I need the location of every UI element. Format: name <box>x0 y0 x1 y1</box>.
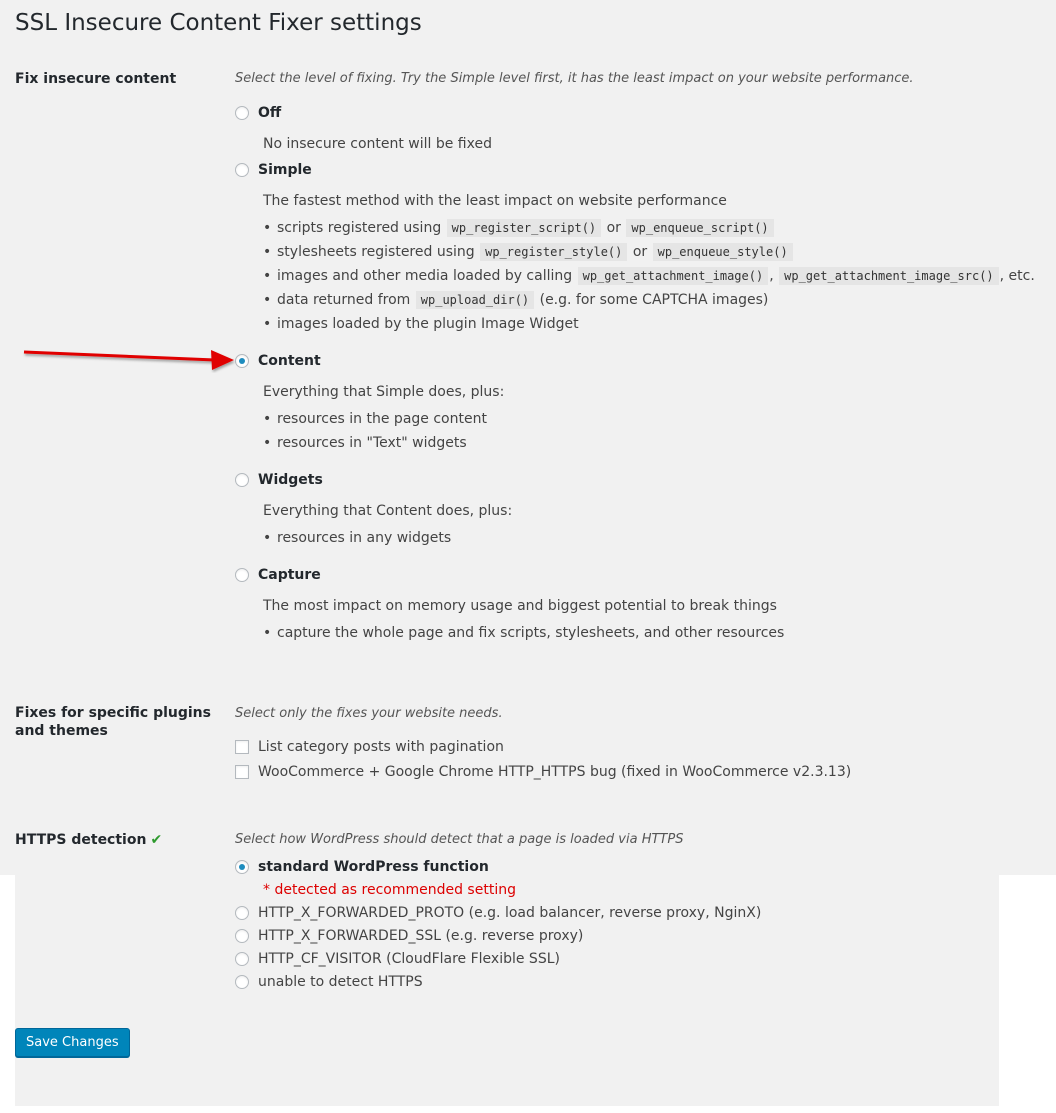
fix-content-bullet-list <box>263 407 487 455</box>
https-cf-visitor-label[interactable]: HTTP_CF_VISITOR (CloudFlare Flexible SSL) <box>258 951 560 967</box>
https-option-forwarded-proto[interactable] <box>235 905 761 921</box>
code-snippet: wp_upload_dir() <box>416 291 534 309</box>
fix-simple-description: The fastest method with the least impact on website performance <box>263 193 727 209</box>
code-snippet: wp_enqueue_script() <box>626 219 773 237</box>
https-forwarded-ssl-radio[interactable] <box>235 929 249 943</box>
checkmark-icon: ✔ <box>150 832 163 848</box>
fix-off-radio[interactable] <box>235 106 249 120</box>
page-edge-left <box>0 875 15 1113</box>
https-forwarded-ssl-label[interactable]: HTTP_X_FORWARDED_SSL (e.g. reverse proxy) <box>258 928 584 944</box>
code-snippet: wp_get_attachment_image_src() <box>779 267 999 285</box>
fix-content-option-label[interactable]: Content <box>258 353 321 369</box>
fix-content-label: Fix insecure content <box>15 71 177 87</box>
bullet-text: , <box>769 268 779 284</box>
plugin-fix-woocommerce[interactable] <box>235 764 851 780</box>
page-edge-right <box>999 875 1056 1113</box>
bullet-text: resources in "Text" widgets <box>277 435 467 451</box>
bullet-text: or <box>628 244 652 260</box>
fix-capture-description: The most impact on memory usage and biggest potential to break things <box>263 598 777 614</box>
bullet-item <box>277 431 487 455</box>
https-option-unable[interactable] <box>235 974 423 990</box>
bullet-text: or <box>602 220 626 236</box>
plugin-fixes-label: Fixes for specific plugins and themes <box>15 705 211 739</box>
bullet-text: scripts registered using <box>277 220 446 236</box>
list-category-posts-label[interactable]: List category posts with pagination <box>258 739 504 755</box>
https-detection-label-row <box>15 831 220 849</box>
code-snippet: wp_enqueue_style() <box>653 243 793 261</box>
bullet-text: stylesheets registered using <box>277 244 480 260</box>
fix-simple-bullet-list <box>263 216 1035 336</box>
bullet-item <box>277 288 1035 312</box>
bullet-text: data returned from <box>277 292 415 308</box>
page-edge-bottom <box>0 1106 1056 1113</box>
https-forwarded-proto-radio[interactable] <box>235 906 249 920</box>
fix-option-capture[interactable] <box>235 567 321 583</box>
https-detection-label: HTTPS detection <box>15 832 147 848</box>
fix-simple-radio[interactable] <box>235 163 249 177</box>
list-category-posts-checkbox[interactable] <box>235 740 249 754</box>
bullet-item <box>277 312 1035 336</box>
https-detection-description: Select how WordPress should detect that a page is loaded via HTTPS <box>235 832 684 847</box>
recommended-setting-note: * detected as recommended setting <box>263 882 516 898</box>
fix-content-description: Select the level of fixing. Try the Simple level first, it has the least impact on your website performance. <box>235 71 914 86</box>
fix-widgets-label[interactable]: Widgets <box>258 472 323 488</box>
bullet-item <box>277 264 1035 288</box>
fix-option-off[interactable] <box>235 105 281 121</box>
fix-option-widgets[interactable] <box>235 472 323 488</box>
bullet-item <box>277 526 451 550</box>
red-arrow-annotation-icon <box>22 343 237 373</box>
save-changes-button[interactable]: Save Changes <box>15 1028 130 1057</box>
bullet-item <box>277 621 784 645</box>
bullet-item <box>277 216 1035 240</box>
https-forwarded-proto-label[interactable]: HTTP_X_FORWARDED_PROTO (e.g. load balancer, reverse proxy, NginX) <box>258 905 762 921</box>
fix-capture-radio[interactable] <box>235 568 249 582</box>
bullet-text: resources in any widgets <box>277 530 452 546</box>
fix-capture-label[interactable]: Capture <box>258 567 321 583</box>
fix-capture-bullet-list <box>263 621 784 645</box>
plugin-fixes-description: Select only the fixes your website needs. <box>235 706 503 721</box>
fix-widgets-radio[interactable] <box>235 473 249 487</box>
bullet-text: images and other media loaded by calling <box>277 268 577 284</box>
https-standard-radio[interactable] <box>235 860 249 874</box>
bullet-text: , etc. <box>999 268 1035 284</box>
code-snippet: wp_register_script() <box>447 219 602 237</box>
page-title: SSL Insecure Content Fixer settings <box>15 10 422 36</box>
fix-off-description: No insecure content will be fixed <box>263 136 492 152</box>
code-snippet: wp_get_attachment_image() <box>578 267 769 285</box>
https-unable-label[interactable]: unable to detect HTTPS <box>258 974 423 990</box>
fix-widgets-description: Everything that Content does, plus: <box>263 503 513 519</box>
fix-content-option-description: Everything that Simple does, plus: <box>263 384 505 400</box>
code-snippet: wp_register_style() <box>480 243 627 261</box>
https-unable-radio[interactable] <box>235 975 249 989</box>
https-option-cf-visitor[interactable] <box>235 951 560 967</box>
plugin-fix-list-category-posts[interactable] <box>235 739 504 755</box>
fix-option-simple[interactable] <box>235 162 312 178</box>
fix-content-radio[interactable] <box>235 354 249 368</box>
https-option-standard[interactable] <box>235 859 489 875</box>
bullet-text: resources in the page content <box>277 411 487 427</box>
https-option-forwarded-ssl[interactable] <box>235 928 583 944</box>
https-standard-label[interactable]: standard WordPress function <box>258 859 489 875</box>
bullet-item <box>277 407 487 431</box>
fix-option-content[interactable] <box>235 353 321 369</box>
woocommerce-checkbox[interactable] <box>235 765 249 779</box>
fix-widgets-bullet-list <box>263 526 451 550</box>
fix-simple-label[interactable]: Simple <box>258 162 312 178</box>
bullet-text: (e.g. for some CAPTCHA images) <box>535 292 769 308</box>
bullet-text: capture the whole page and fix scripts, stylesheets, and other resources <box>277 625 785 641</box>
bullet-item <box>277 240 1035 264</box>
https-cf-visitor-radio[interactable] <box>235 952 249 966</box>
fix-off-label[interactable]: Off <box>258 105 282 121</box>
bullet-text: images loaded by the plugin Image Widget <box>277 316 579 332</box>
woocommerce-label[interactable]: WooCommerce + Google Chrome HTTP_HTTPS bug (fixed in WooCommerce v2.3.13) <box>258 764 852 780</box>
